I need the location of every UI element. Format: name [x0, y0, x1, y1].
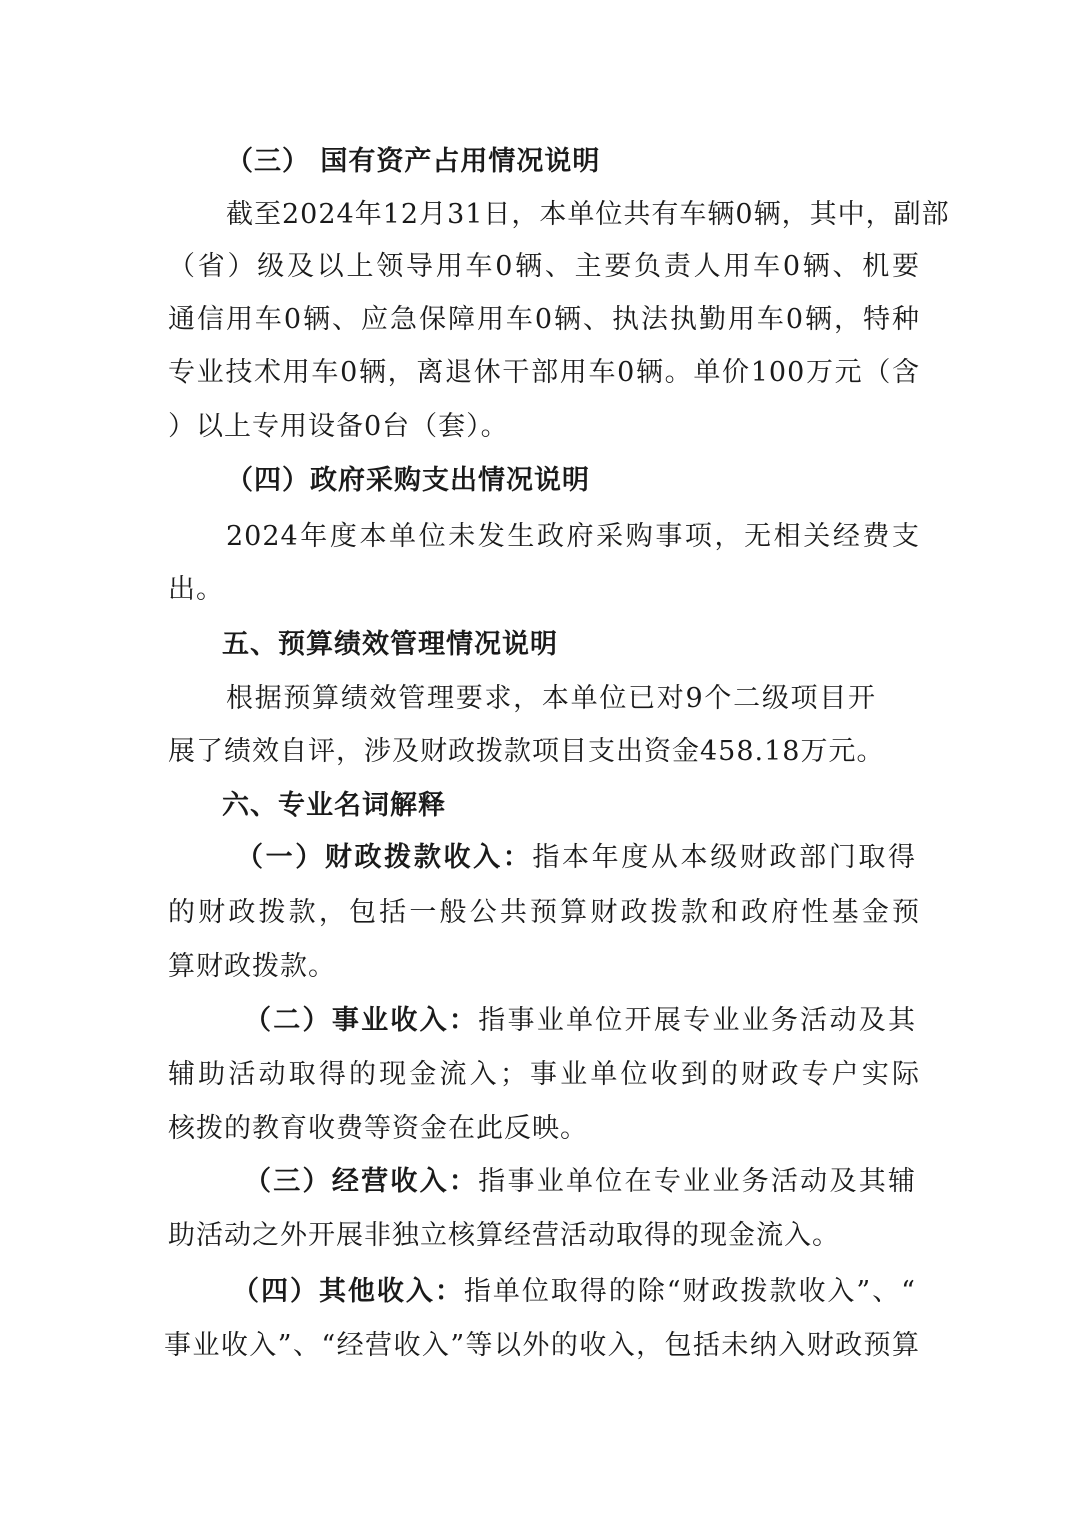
paragraph-line: 通信用车0辆、应急保障用车0辆、执法执勤用车0辆，特种 — [168, 304, 920, 335]
glossary-definition: 指事业单位开展专业业务活动及其 — [478, 1005, 917, 1036]
glossary-definition: 指事业单位在专业业务活动及其辅 — [478, 1166, 917, 1197]
section-heading-procurement: （四）政府采购支出情况说明 — [226, 465, 590, 496]
paragraph-line: 助活动之外开展非独立核算经营活动取得的现金流入。 — [168, 1220, 840, 1251]
glossary-item-fiscal-allocation — [236, 840, 916, 876]
section-heading-glossary: 六、专业名词解释 — [222, 790, 446, 821]
paragraph-line: 算财政拨款。 — [168, 951, 336, 982]
glossary-definition: 指单位取得的除“财政拨款收入”、“ — [463, 1276, 916, 1307]
paragraph-line: 的财政拨款，包括一般公共预算财政拨款和政府性基金预 — [168, 897, 920, 928]
glossary-item-other-income — [232, 1274, 916, 1310]
glossary-item-operating-income — [244, 1164, 916, 1200]
paragraph-line: ）以上专用设备0台（套）。 — [168, 411, 509, 442]
paragraph-line: 辅助活动取得的现金流入；事业单位收到的财政专户实际 — [168, 1059, 920, 1090]
paragraph-line: （省）级及以上领导用车0辆、主要负责人用车0辆、机要 — [168, 251, 920, 282]
glossary-item-business-income — [244, 1003, 916, 1039]
glossary-term: （二）事业收入： — [244, 1005, 479, 1036]
paragraph-line: 根据预算绩效管理要求，本单位已对9个二级项目开 — [226, 683, 876, 714]
paragraph-line: 出。 — [168, 574, 224, 605]
section-heading-assets: （三） 国有资产占用情况说明 — [226, 146, 601, 177]
glossary-term: （一）财政拨款收入： — [236, 842, 533, 873]
glossary-definition: 指本年度从本级财政部门取得 — [532, 842, 917, 873]
glossary-term: （三）经营收入： — [244, 1166, 479, 1197]
paragraph-line: 截至2024年12月31日，本单位共有车辆0辆，其中，副部 — [226, 199, 950, 230]
paragraph-line: 展了绩效自评，涉及财政拨款项目支出资金458.18万元。 — [168, 736, 885, 767]
paragraph-line: 专业技术用车0辆，离退休干部用车0辆。单价100万元（含 — [168, 357, 920, 388]
paragraph-line: 核拨的教育收费等资金在此反映。 — [168, 1113, 588, 1144]
section-heading-performance: 五、预算绩效管理情况说明 — [222, 629, 558, 660]
glossary-term: （四）其他收入： — [232, 1276, 464, 1307]
paragraph-line: 事业收入”、“经营收入”等以外的收入，包括未纳入财政预算 — [164, 1330, 920, 1361]
paragraph-line: 2024年度本单位未发生政府采购事项，无相关经费支 — [226, 521, 920, 552]
